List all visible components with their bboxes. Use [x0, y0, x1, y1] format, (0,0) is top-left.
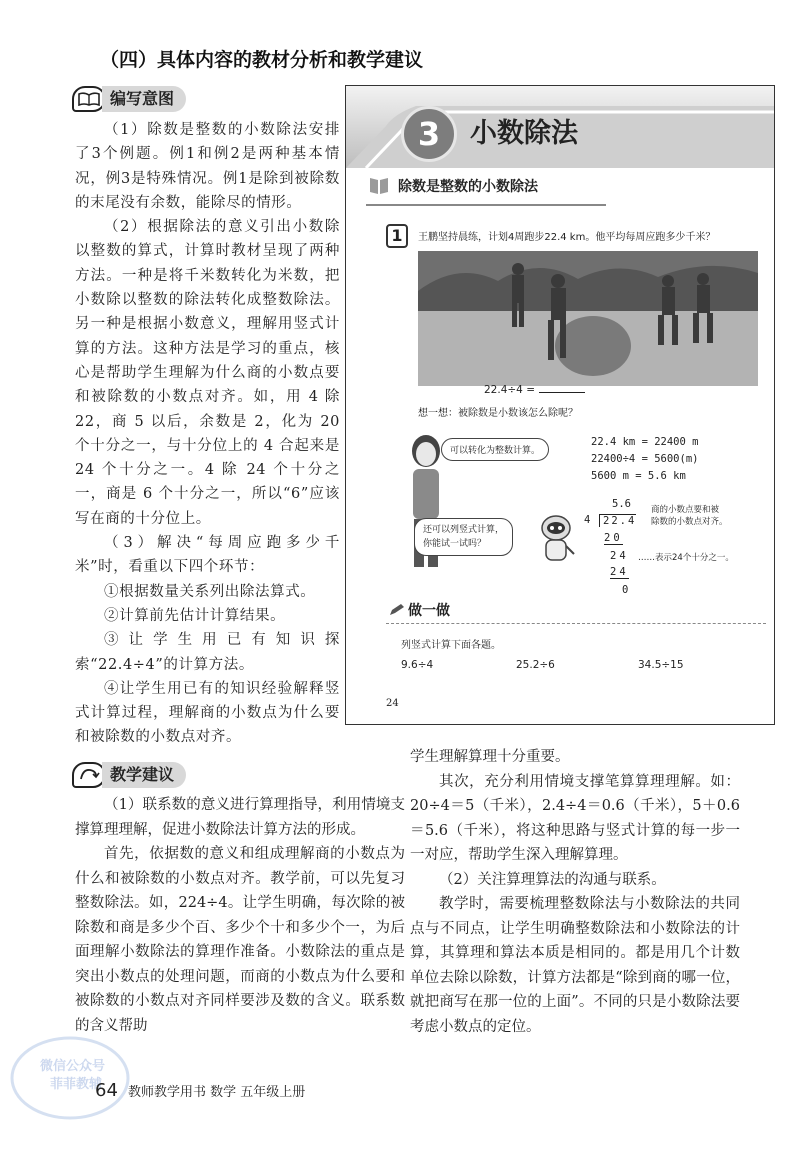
- conversion-step-2: 22400÷4 = 5600(m): [591, 453, 699, 465]
- textbook-page: [345, 85, 775, 725]
- practice-title: 做一做: [408, 603, 450, 619]
- watermark-line2: 菲菲教辅: [50, 1077, 103, 1092]
- writing-intent-label: 编写意图: [102, 86, 186, 112]
- sub-heading: 除数是整数的小数除法: [398, 179, 538, 195]
- practice-problem-1: 9.6÷4: [401, 659, 434, 671]
- remainder-1: 24: [610, 550, 629, 562]
- morning-exercise-illustration: [418, 251, 758, 386]
- pencil-icon: [388, 602, 406, 621]
- intent-step-3: ③让学生用已有知识探索“22.4÷4”的计算方法。: [75, 632, 340, 673]
- teaching-suggestion-right: [410, 745, 740, 1039]
- divisor: 4: [584, 514, 591, 526]
- watermark: [10, 1030, 140, 1125]
- practice-problem-2: 25.2÷6: [516, 659, 555, 671]
- suggestion-paragraph-4: （2）关注算理算法的沟通与联系。: [439, 871, 666, 888]
- equation-text: 22.4÷4 =: [484, 384, 535, 396]
- equation: [484, 384, 585, 396]
- teaching-suggestion-left: [75, 793, 405, 1038]
- practice-problem-3: 34.5÷15: [638, 659, 684, 671]
- quotient: 5.6: [612, 498, 631, 510]
- remainder-2: 0: [622, 584, 629, 596]
- chapter-number-badge: 3: [401, 106, 457, 162]
- teaching-icon: [72, 762, 106, 788]
- bubble-convert: 可以转化为整数计算。: [441, 438, 549, 461]
- section-title: （四）具体内容的教材分析和教学建议: [100, 49, 424, 71]
- book-page-number: 24: [386, 698, 399, 709]
- chapter-title: 小数除法: [470, 118, 578, 149]
- note-decimal-align: [651, 504, 728, 528]
- page-footer: [95, 1080, 305, 1101]
- intent-paragraph-3: （3）解决“每周应跑多少千米”时，看重以下四个环节：: [75, 535, 340, 576]
- subtract-2: 24: [610, 566, 629, 578]
- intent-step-4: ④让学生用已有的知识经验解释竖式计算过程，理解商的小数点为什么要和被除数的小数点对齐。: [75, 680, 340, 746]
- suggestion-paragraph-5: 教学时，需要梳理整数除法与小数除法的共同点与不同点，让学生明确整数除法和小数除法的计算，其算理和算法本质是相同的。都是用几个计数单位去除以除数，计算方法都是“除到商的哪一位，就把商写在那一位的上面”。不同的只是小数除法要考虑小数点的定位。: [410, 896, 740, 1035]
- suggestion-continued: 学生理解算理十分重要。: [410, 749, 570, 765]
- teaching-suggestion-heading: [72, 760, 186, 790]
- bubble-vertical-line2: 你能试一试吗？: [423, 539, 487, 549]
- conversion-step-1: 22.4 km = 22400 m: [591, 436, 699, 448]
- note-align-line2: 除数的小数点对齐。: [651, 517, 728, 527]
- suggestion-paragraph-1: （1）联系数的意义进行算理指导，利用情境支撑算理理解，促进小数除法计算方法的形成。: [75, 797, 405, 838]
- intent-step-2: ②计算前先估计计算结果。: [104, 607, 286, 624]
- teaching-suggestion-label: 教学建议: [102, 762, 186, 788]
- footer-book-title: 教师教学用书 数学 五年级上册: [128, 1085, 306, 1100]
- note-align-line1: 商的小数点要和被: [651, 505, 720, 515]
- long-division: [584, 498, 654, 598]
- robot-figure: [536, 514, 576, 570]
- intent-paragraph-1: （1）除数是整数的小数除法安排了3个例题。例1和例2是两种基本情况，例3是特殊情况。例1是除到被除数的末尾没有余数，能除尽的情形。: [75, 122, 340, 211]
- footer-page-number: 64: [95, 1080, 118, 1101]
- bubble-vertical: [414, 518, 513, 556]
- dividend: 22.4: [599, 514, 636, 527]
- open-book-icon: [72, 86, 106, 112]
- writing-intent-heading: [72, 84, 186, 114]
- suggestion-paragraph-2: 首先，依据数的意义和组成理解商的小数点为什么和被除数的小数点对齐。教学前，可以先复习整数除法。如，224÷4。让学生明确，每次除的被除数和商是多少个百、多少个十和多少个一，为后面理解小数除法的算理作准备。小数除法的重点是突出小数点的处理问题，而商的小数点为什么要和被除数的小数点对齐同样要涉及数的含义。联系数的含义帮助: [75, 846, 405, 1034]
- think-prompt: 想一想：被除数是小数该怎么除呢？: [418, 408, 578, 419]
- intent-paragraph-2: （2）根据除法的意义引出小数除以整数的算式，计算时教材呈现了两种方法。一种是将千米数转化为米数，把小数除以整数的除法转化成整数除法。另一种是根据小数意义，理解用竖式计算的方法。这种方法是学习的重点，核心是帮助学生理解为什么商的小数点要和被除数的小数点对齐。如，用 4 除 22，商 5 以后，余数是 2，化为 20 个十分之一，与十分位上的 4 合起来是 24 个十分之一。4 除 24 个十分之一，商是 6 个十分之一，所以“6”应该写在商的十分位上。: [75, 219, 340, 527]
- practice-instruction: 列竖式计算下面各题。: [401, 640, 501, 651]
- conversion-step-3: 5600 m = 5.6 km: [591, 470, 686, 482]
- conversion-steps: [591, 434, 698, 485]
- suggestion-paragraph-3: 其次，充分利用情境支撑笔算算理理解。如：20÷4＝5（千米），2.4÷4＝0.6（千米），5＋0.6＝5.6（千米），将这种思路与竖式计算的每一步一一对应，帮助学生深入理解算理。: [410, 773, 740, 863]
- bubble-vertical-line1: 还可以列竖式计算，: [423, 525, 505, 535]
- intent-step-1: ①根据数量关系列出除法算式。: [104, 583, 316, 600]
- example-number: 1: [386, 224, 408, 248]
- watermark-line1: 微信公众号: [40, 1059, 106, 1074]
- writing-intent-body: [75, 118, 340, 750]
- sub-heading-underline: [366, 204, 606, 206]
- book-icon: [368, 174, 390, 200]
- example-question: 王鹏坚持晨练，计划4周跑步22.4 km。他平均每周应跑多少千米？: [418, 232, 716, 243]
- note-tenths: ……表示24个十分之一。: [638, 553, 734, 563]
- subtract-1: 20: [604, 532, 623, 544]
- practice-divider: [386, 623, 766, 624]
